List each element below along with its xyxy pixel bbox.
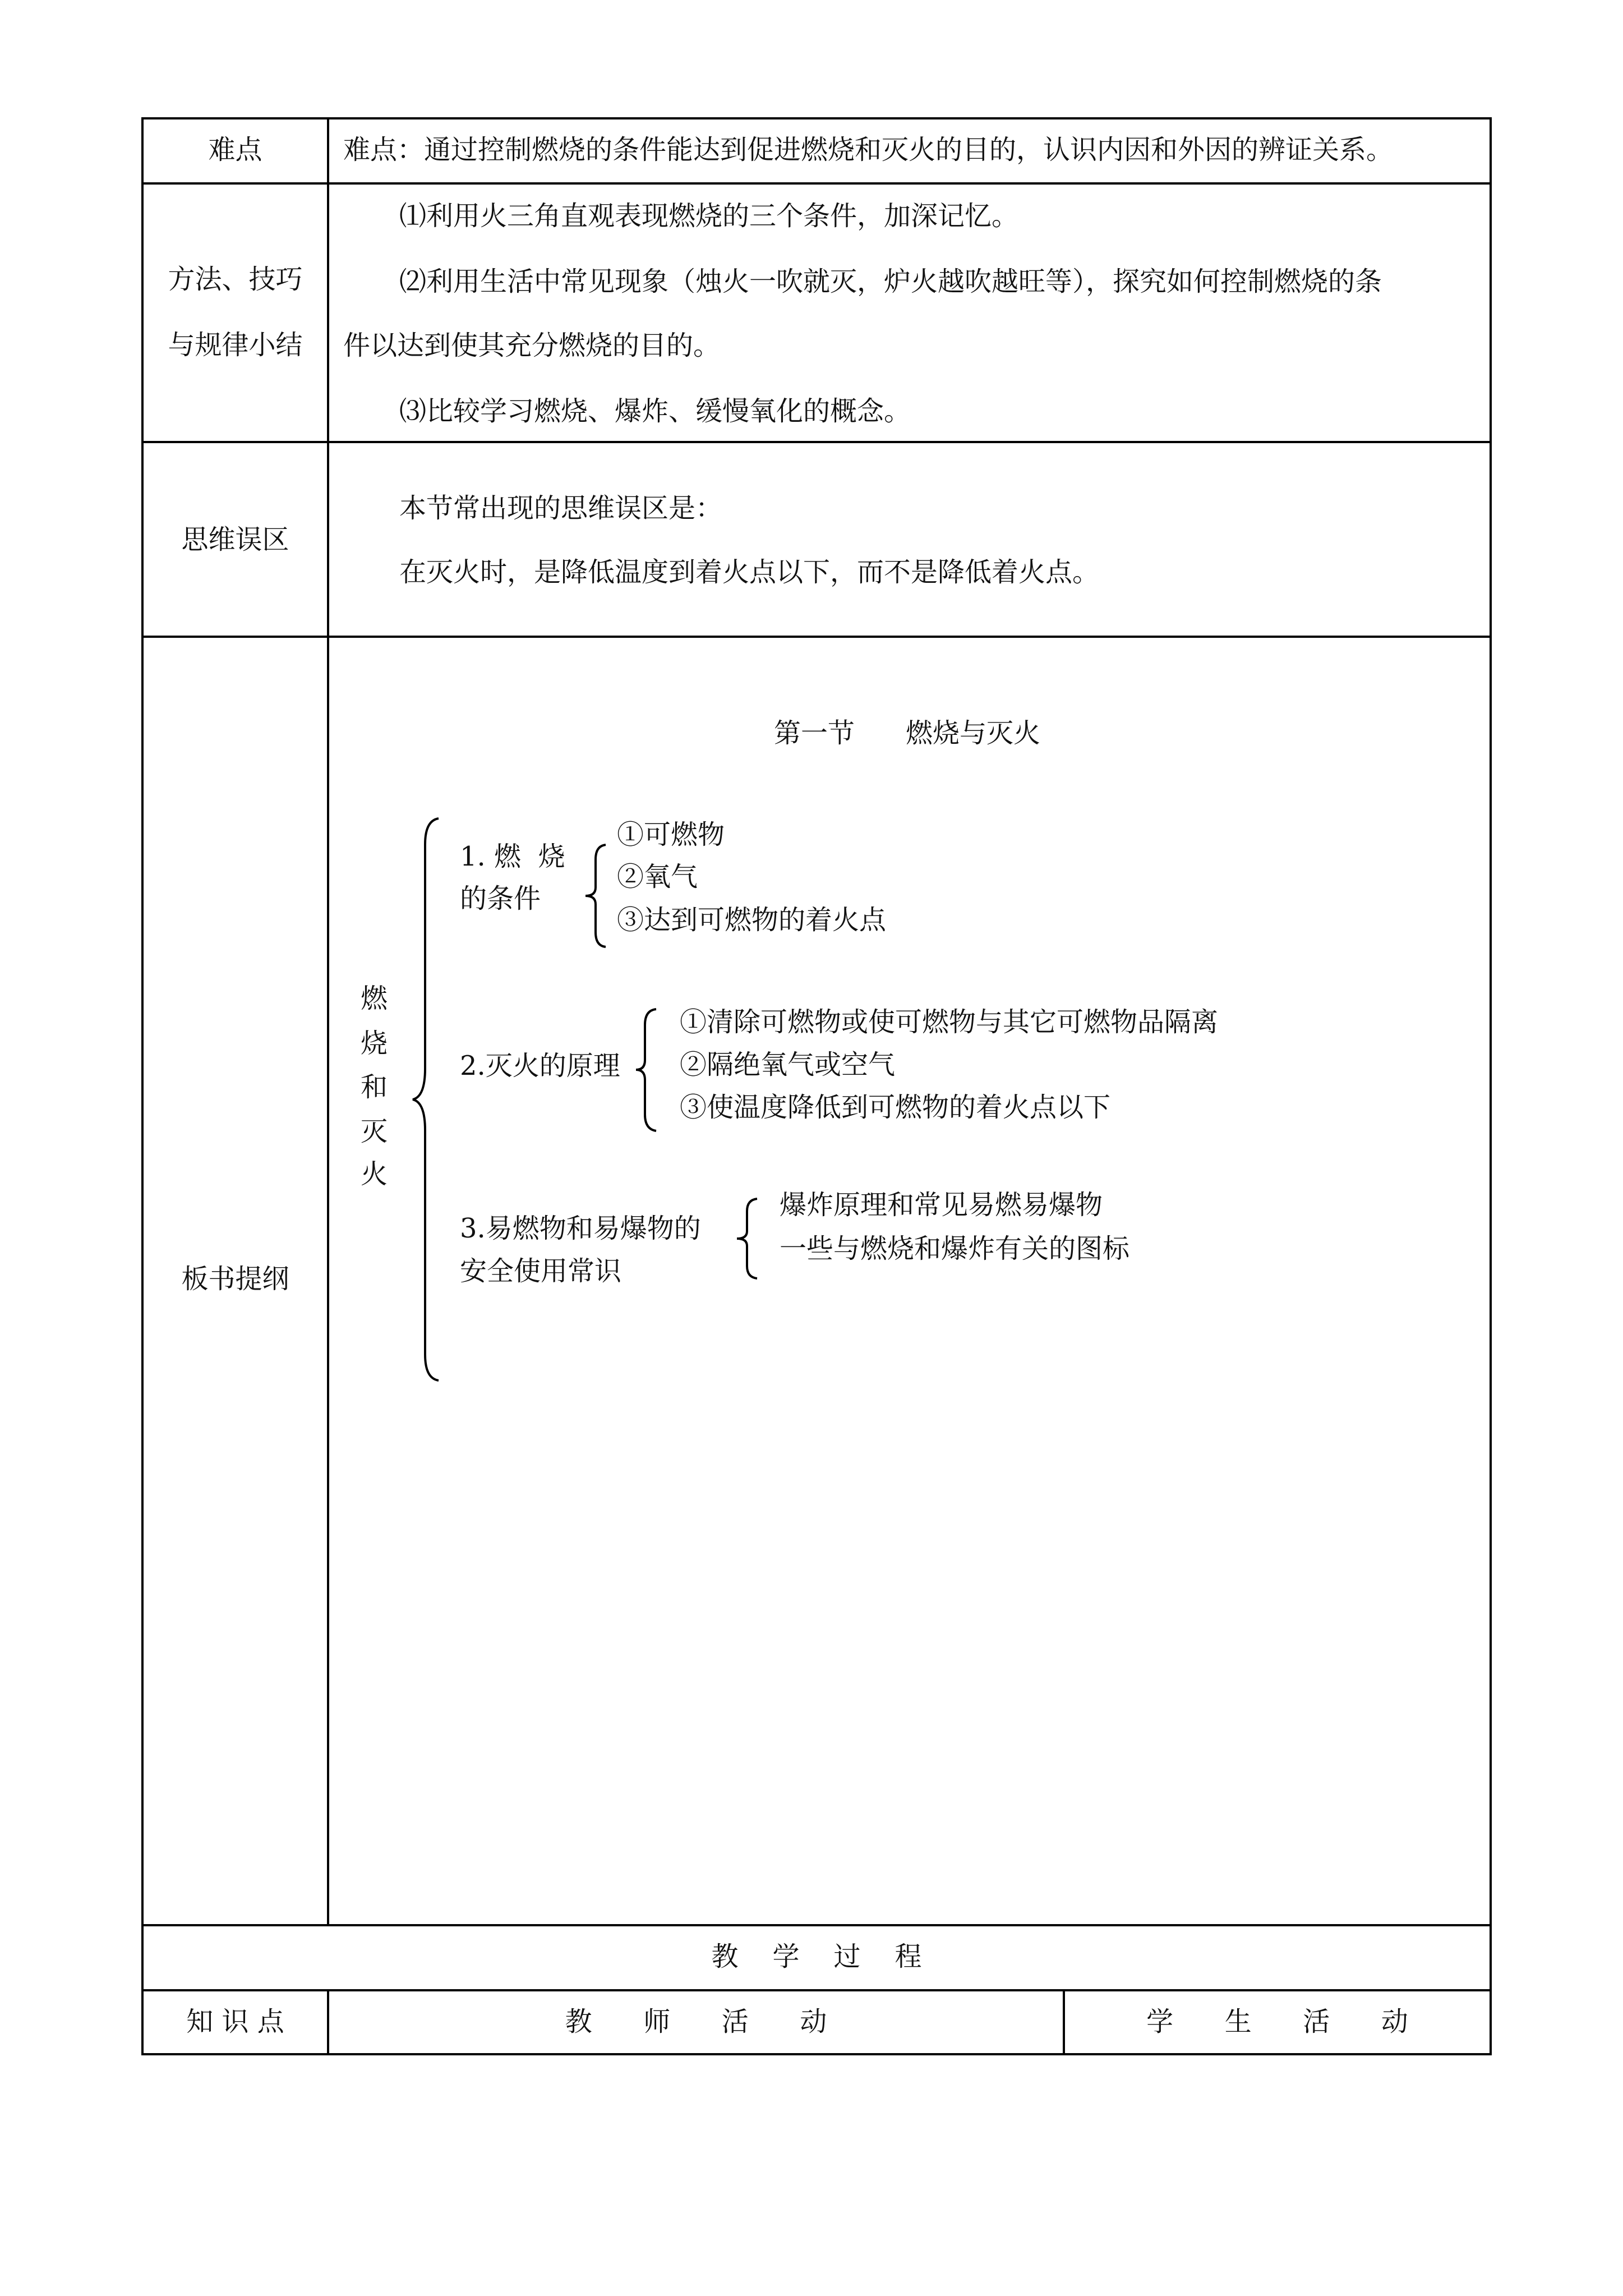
- header-knowledge-point: 知 识 点: [186, 2006, 284, 2037]
- outline-root-brace: [409, 816, 443, 1383]
- table-border-left: [141, 117, 144, 2055]
- misconceptions-label: 思维误区: [181, 524, 289, 555]
- row-divider-2: [141, 441, 1492, 443]
- branch2-brace: [634, 1007, 658, 1133]
- branch1-label-line2: 的条件: [460, 883, 541, 914]
- header-student-activity: 学 生 活 动: [1146, 2006, 1408, 2037]
- branch3-label-line1: 3.易燃物和易爆物的: [460, 1213, 701, 1244]
- branch3-item-2: 一些与燃烧和爆炸有关的图标: [780, 1233, 1130, 1264]
- outline-root-char-4: 灭: [361, 1116, 388, 1147]
- misconceptions-line1: 本节常出现的思维误区是：: [399, 493, 723, 524]
- row-divider-4: [141, 1924, 1492, 1926]
- methods-point-2-line2: 件以达到使其充分燃烧的目的。: [343, 330, 721, 361]
- outline-root-char-2: 烧: [361, 1028, 388, 1059]
- table-border-right: [1490, 117, 1492, 2055]
- outline-root-char-1: 燃: [361, 983, 388, 1014]
- outline-root-char-3: 和: [361, 1071, 388, 1103]
- header-teacher-activity: 教 师 活 动: [565, 2006, 827, 2037]
- methods-point-1: ⑴利用火三角直观表现燃烧的三个条件，加深记忆。: [399, 200, 1019, 232]
- difficulty-label: 难点: [208, 134, 262, 165]
- branch2-item-2: ②隔绝氧气或空气: [680, 1049, 896, 1080]
- methods-point-2-line1: ⑵利用生活中常见现象（烛火一吹就灭，炉火越吹越旺等），探究如何控制燃烧的条: [399, 266, 1382, 297]
- branch3-brace: [735, 1197, 759, 1281]
- methods-point-3: ⑶比较学习燃烧、爆炸、缓慢氧化的概念。: [399, 395, 911, 427]
- label-column-divider: [327, 117, 329, 1926]
- table-border-top: [141, 117, 1492, 119]
- table-border-bottom: [141, 2053, 1492, 2055]
- branch1-brace: [583, 843, 608, 949]
- row-divider-3: [141, 636, 1492, 638]
- branch2-item-3: ③使温度降低到可燃物的着火点以下: [680, 1092, 1111, 1123]
- branch2-item-1: ①清除可燃物或使可燃物与其它可燃物品隔离: [680, 1006, 1219, 1038]
- outline-root-char-5: 火: [361, 1158, 388, 1190]
- branch1-item-2: ②氧气: [617, 861, 698, 892]
- methods-label-line1: 方法、技巧: [168, 264, 303, 295]
- branch2-label: 2.灭火的原理: [460, 1050, 620, 1082]
- process-title: 教 学 过 程: [711, 1941, 922, 1972]
- row-divider-5: [141, 1989, 1492, 1991]
- outline-title-section: 第一节: [774, 717, 855, 749]
- branch1-label-line1: 1. 燃 烧: [460, 841, 565, 872]
- branch3-label-line2: 安全使用常识: [460, 1255, 622, 1287]
- branch3-item-1: 爆炸原理和常见易燃易爆物: [780, 1189, 1103, 1221]
- difficulty-content: 难点：通过控制燃烧的条件能达到促进燃烧和灭火的目的，认识内因和外因的辨证关系。: [343, 134, 1394, 165]
- row-divider-1: [141, 182, 1492, 185]
- methods-label-line2: 与规律小结: [168, 329, 303, 361]
- branch1-item-1: ①可燃物: [617, 819, 725, 850]
- misconceptions-line2: 在灭火时，是降低温度到着火点以下，而不是降低着火点。: [399, 556, 1100, 588]
- branch1-item-3: ③达到可燃物的着火点: [617, 904, 887, 936]
- outline-title-topic: 燃烧与灭火: [906, 717, 1041, 749]
- outline-label: 板书提纲: [181, 1263, 289, 1295]
